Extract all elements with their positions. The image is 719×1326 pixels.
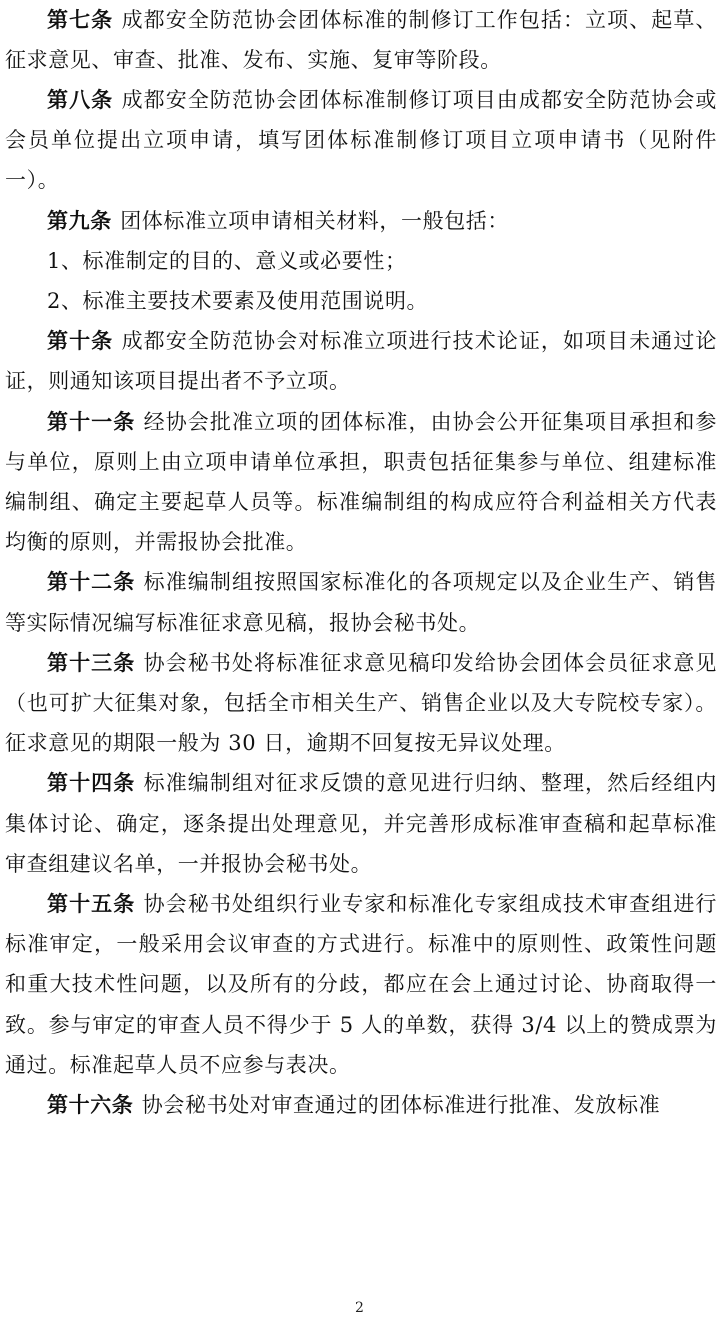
article-heading: 第十六条 <box>47 1091 134 1117</box>
article-text: 成都安全防范协会团体标准的制修订工作包括：立项、起草、征求意见、审查、批准、发布、实施、复审等阶段。 <box>5 7 717 72</box>
article-heading: 第十条 <box>47 328 114 354</box>
article-text: 成都安全防范协会对标准立项进行技术论证，如项目未通过论证，则通知该项目提出者不予立项。 <box>5 329 717 394</box>
article-text: 团体标准立项申请相关材料，一般包括： <box>120 208 510 233</box>
list-item-1 <box>5 241 717 281</box>
list-item-text: 1、标准制定的目的、意义或必要性； <box>47 248 407 273</box>
article-heading: 第十一条 <box>47 408 136 434</box>
article-heading: 第十五条 <box>47 890 136 916</box>
article-heading: 第八条 <box>47 86 114 112</box>
list-item-2 <box>5 281 717 321</box>
article-11 <box>5 402 717 563</box>
article-7 <box>5 0 717 80</box>
article-heading: 第九条 <box>47 207 112 233</box>
article-text: 协会秘书处将标准征求意见稿印发给协会团体会员征求意见（也可扩大征集对象，包括全市相关生产、销售企业以及大专院校专家）。征求意见的期限一般为 30 日，逾期不回复按无异议处理。 <box>5 650 717 756</box>
article-text: 协会秘书处组织行业专家和标准化专家组成技术审查组进行标准审定，一般采用会议审查的方式进行。标准中的原则性、政策性问题和重大技术性问题，以及所有的分歧，都应在会上通过讨论、协商取得一致。参与审定的审查人员不得少于 5 人的单数，获得 3/4 以上的赞成票为通过。标准起草人员不应参与表决。 <box>5 891 717 1077</box>
article-9 <box>5 201 717 241</box>
article-text: 标准编制组对征求反馈的意见进行归纳、整理，然后经组内集体讨论、确定，逐条提出处理意见，并完善形成标准审查稿和起草标准审查组建议名单，一并报协会秘书处。 <box>5 771 717 876</box>
article-text: 经协会批准立项的团体标准，由协会公开征集项目承担和参与单位，原则上由立项申请单位承担，职责包括征集参与单位、组建标准编制组、确定主要起草人员等。标准编制组的构成应符合利益相关方代表均衡的原则，并需报协会批准。 <box>5 409 717 555</box>
list-item-text: 2、标准主要技术要素及使用范围说明。 <box>47 288 429 313</box>
article-text: 协会秘书处对审查通过的团体标准进行批准、发放标准 <box>141 1092 661 1117</box>
document-body <box>5 0 717 1125</box>
article-13 <box>5 643 717 764</box>
article-text: 成都安全防范协会团体标准制修订项目由成都安全防范协会或会员单位提出立项申请，填写团体标准制修订项目立项申请书（见附件一）。 <box>5 87 717 193</box>
article-heading: 第十四条 <box>47 770 136 796</box>
article-10 <box>5 321 717 401</box>
article-8 <box>5 80 717 201</box>
article-15 <box>5 884 717 1085</box>
article-16 <box>5 1085 717 1125</box>
page-number: 2 <box>355 1300 364 1316</box>
article-text: 标准编制组按照国家标准化的各项规定以及企业生产、销售等实际情况编写标准征求意见稿，报协会秘书处。 <box>5 570 717 635</box>
article-12 <box>5 562 717 642</box>
article-heading: 第七条 <box>47 6 114 32</box>
article-heading: 第十三条 <box>47 649 136 675</box>
article-14 <box>5 763 717 884</box>
article-heading: 第十二条 <box>47 569 136 595</box>
